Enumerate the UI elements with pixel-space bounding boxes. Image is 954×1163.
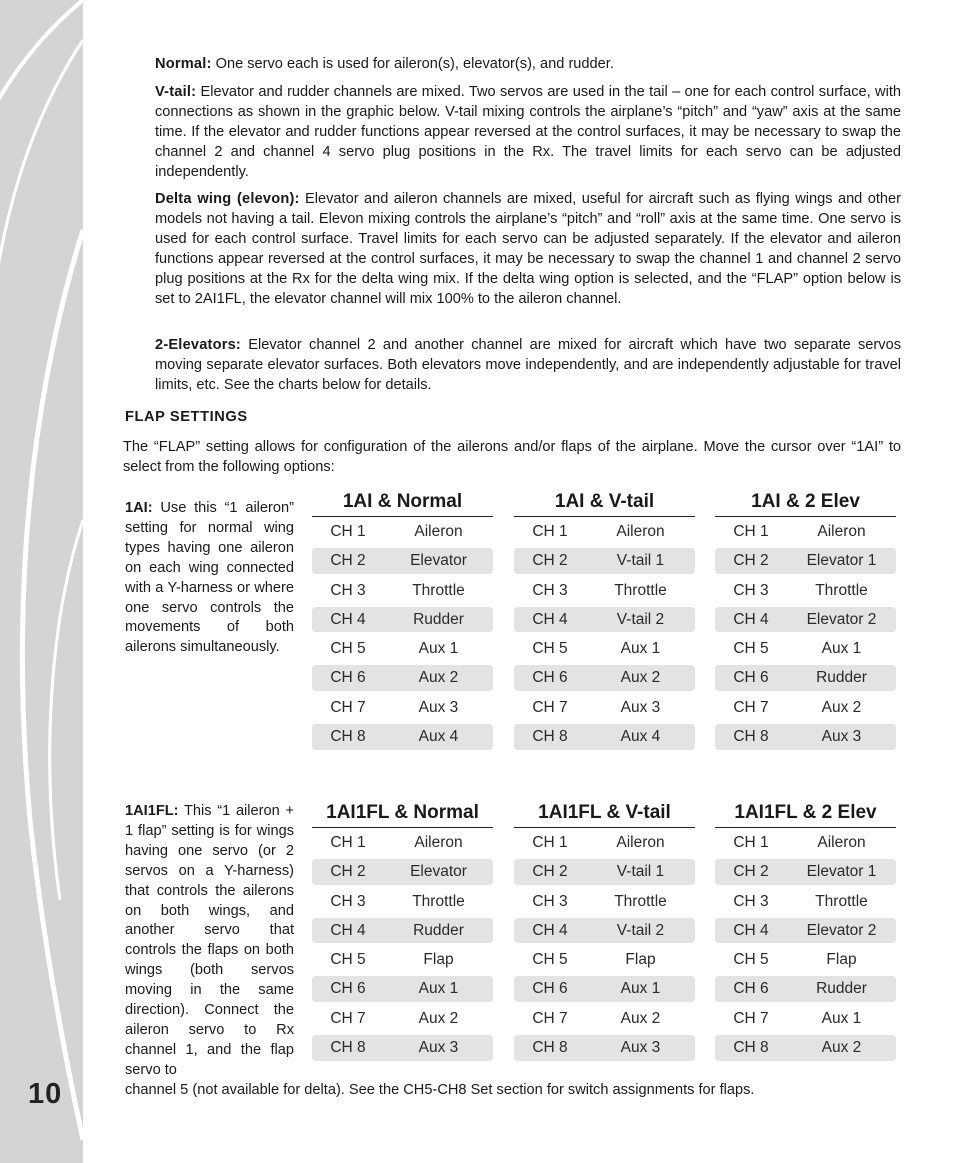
channel-table-1ai1fl-normal	[312, 800, 493, 1061]
table-row	[312, 830, 493, 856]
function-label: Throttle	[614, 581, 667, 599]
table-row	[312, 578, 493, 604]
channel-label: CH 4	[733, 921, 769, 939]
channel-label: CH 7	[330, 1009, 366, 1027]
channel-label: CH 5	[330, 640, 366, 658]
function-label: Aux 3	[418, 698, 459, 716]
function-label: Aux 1	[418, 640, 459, 658]
table-row	[715, 695, 896, 721]
function-label: Rudder	[413, 610, 464, 628]
function-label: Throttle	[412, 892, 465, 910]
channel-label: CH 7	[733, 1009, 769, 1027]
decorative-arcs	[0, 0, 83, 1163]
channel-label: CH 2	[532, 863, 568, 881]
function-label: Elevator 2	[806, 610, 877, 628]
channel-label: CH 8	[532, 728, 568, 746]
table-row	[514, 695, 695, 721]
channel-label: CH 7	[330, 698, 366, 716]
function-label: Aux 1	[821, 640, 862, 658]
function-label: Aux 4	[620, 728, 661, 746]
function-label: Elevator 1	[806, 863, 877, 881]
flap-settings-heading: FLAP SETTINGS	[125, 409, 248, 425]
channel-table-1ai1fl-vtail	[514, 800, 695, 1061]
channel-label: CH 5	[532, 951, 568, 969]
table-row	[715, 889, 896, 915]
table-row	[312, 607, 493, 633]
table-row	[715, 830, 896, 856]
paragraph-text: Elevator channel 2 and another channel are mixed for aircraft which have two separate servos moving separate elevator surfaces. Both elevators move independently, and are independently adjustable for travel limits, etc. See the charts below for details.	[155, 337, 901, 393]
channel-label: CH 8	[733, 1039, 769, 1057]
channel-label: CH 4	[330, 610, 366, 628]
channel-label: CH 2	[733, 863, 769, 881]
term-label: 1AI:	[125, 500, 153, 516]
channel-label: CH 4	[330, 921, 366, 939]
paragraph-text: Elevator and rudder channels are mixed. Two servos are used in the tail – one for each control surface, with connections as shown in the graphic below. V-tail mixing controls the airplane’s “pitch” and “yaw” axis at the same time. If the elevator and rudder functions appear reversed at the control surfaces, it may be necessary to swap the channel 2 and channel 4 servo plug positions in the Rx. The travel limits for each servo can be adjusted independently.	[155, 84, 901, 180]
table-row	[715, 578, 896, 604]
paragraph-normal	[155, 54, 901, 74]
channel-label: CH 3	[532, 581, 568, 599]
function-label: Throttle	[815, 892, 868, 910]
table-title: 1AI1FL & Normal	[312, 800, 493, 828]
channel-label: CH 7	[532, 698, 568, 716]
channel-label: CH 8	[532, 1039, 568, 1057]
table-row	[312, 889, 493, 915]
channel-label: CH 6	[532, 669, 568, 687]
table-title: 1AI1FL & V-tail	[514, 800, 695, 828]
function-label: Aileron	[616, 834, 665, 851]
table-title: 1AI & V-tail	[514, 489, 695, 517]
table-row	[514, 1006, 695, 1032]
table-row	[715, 548, 896, 574]
channel-label: CH 2	[733, 552, 769, 570]
function-label: Elevator	[410, 552, 467, 570]
table-row	[715, 976, 896, 1002]
table-row	[715, 519, 896, 545]
table-row	[312, 724, 493, 750]
function-label: Rudder	[413, 921, 464, 939]
paragraph-2-elevators	[155, 335, 901, 395]
function-label: Flap	[423, 951, 454, 969]
table-row	[514, 607, 695, 633]
channel-label: CH 1	[330, 523, 366, 540]
channel-label: CH 5	[733, 951, 769, 969]
channel-table-1ai-normal	[312, 489, 493, 750]
table-row	[312, 976, 493, 1002]
term-label: Delta wing (elevon):	[155, 191, 300, 207]
option-1ai1fl-description	[125, 802, 294, 1081]
channel-label: CH 8	[330, 728, 366, 746]
table-row	[312, 519, 493, 545]
function-label: Flap	[826, 951, 857, 969]
table-row	[514, 1035, 695, 1061]
channel-label: CH 2	[330, 552, 366, 570]
paragraph-delta-wing	[155, 189, 901, 309]
function-label: Flap	[625, 951, 656, 969]
function-label: Aux 1	[620, 980, 661, 998]
table-row	[312, 548, 493, 574]
channel-label: CH 1	[330, 834, 366, 851]
table-row	[514, 830, 695, 856]
function-label: Aux 3	[418, 1039, 459, 1057]
function-label: Rudder	[816, 980, 867, 998]
function-label: Aux 3	[821, 728, 862, 746]
table-row	[514, 947, 695, 973]
table-row	[514, 636, 695, 662]
function-label: Aileron	[817, 523, 866, 540]
table-row	[312, 859, 493, 885]
paragraph-vtail	[155, 82, 901, 182]
table-row	[715, 947, 896, 973]
option-text: Use this “1 aileron” setting for normal wing types having one aileron on each wing connected with a Y-harness or where one servo controls the movements of both ailerons simultaneously.	[125, 500, 294, 656]
function-label: Aux 3	[620, 1039, 661, 1057]
function-label: Aileron	[414, 834, 463, 851]
channel-label: CH 5	[330, 951, 366, 969]
table-row	[514, 918, 695, 944]
channel-table-1ai-2elev	[715, 489, 896, 750]
table-row	[312, 695, 493, 721]
table-row	[514, 519, 695, 545]
option-1ai-description	[125, 499, 294, 658]
channel-label: CH 1	[532, 834, 568, 851]
function-label: Rudder	[816, 669, 867, 687]
table-title: 1AI & Normal	[312, 489, 493, 517]
table-row	[715, 724, 896, 750]
table-row	[514, 578, 695, 604]
function-label: Aux 2	[620, 1009, 661, 1027]
table-row	[514, 724, 695, 750]
function-label: Throttle	[815, 581, 868, 599]
page-number: 10	[28, 1078, 63, 1110]
function-label: Aux 2	[418, 669, 459, 687]
table-row	[715, 859, 896, 885]
channel-label: CH 4	[733, 610, 769, 628]
table-row	[715, 636, 896, 662]
function-label: Elevator 2	[806, 921, 877, 939]
flap-intro: The “FLAP” setting allows for configuration of the ailerons and/or flaps of the airplane. Move the cursor over “1AI” to select from the following options:	[123, 439, 901, 475]
function-label: Aux 4	[418, 728, 459, 746]
channel-label: CH 8	[733, 728, 769, 746]
function-label: V-tail 2	[616, 921, 665, 939]
channel-label: CH 6	[532, 980, 568, 998]
table-row	[312, 947, 493, 973]
function-label: Throttle	[412, 581, 465, 599]
function-label: V-tail 1	[616, 863, 665, 881]
channel-label: CH 6	[733, 980, 769, 998]
channel-label: CH 6	[733, 669, 769, 687]
function-label: V-tail 1	[616, 552, 665, 570]
channel-label: CH 1	[733, 834, 769, 851]
table-row	[715, 918, 896, 944]
channel-label: CH 3	[733, 892, 769, 910]
channel-label: CH 3	[330, 581, 366, 599]
table-row	[715, 1006, 896, 1032]
channel-label: CH 5	[733, 640, 769, 658]
function-label: Aileron	[616, 523, 665, 540]
channel-label: CH 4	[532, 921, 568, 939]
table-row	[312, 918, 493, 944]
term-label: 1AI1FL:	[125, 803, 179, 819]
channel-table-1ai1fl-2elev	[715, 800, 896, 1061]
term-label: Normal:	[155, 56, 212, 72]
function-label: Aileron	[817, 834, 866, 851]
function-label: Elevator 1	[806, 552, 877, 570]
page-margin-decoration	[0, 0, 83, 1163]
channel-label: CH 5	[532, 640, 568, 658]
table-row	[514, 548, 695, 574]
function-label: Aux 2	[821, 698, 862, 716]
channel-label: CH 8	[330, 1039, 366, 1057]
channel-label: CH 2	[330, 863, 366, 881]
table-row	[715, 665, 896, 691]
table-row	[514, 889, 695, 915]
table-row	[312, 1006, 493, 1032]
table-row	[312, 665, 493, 691]
function-label: Aux 1	[620, 640, 661, 658]
channel-label: CH 1	[733, 523, 769, 540]
channel-label: CH 1	[532, 523, 568, 540]
channel-table-1ai-vtail	[514, 489, 695, 750]
channel-label: CH 4	[532, 610, 568, 628]
function-label: Aux 2	[418, 1009, 459, 1027]
function-label: Throttle	[614, 892, 667, 910]
paragraph-text: One servo each is used for aileron(s), elevator(s), and rudder.	[211, 56, 614, 72]
table-row	[514, 976, 695, 1002]
term-label: V-tail:	[155, 84, 197, 100]
channel-label: CH 6	[330, 669, 366, 687]
table-row	[715, 1035, 896, 1061]
term-label: 2-Elevators:	[155, 337, 241, 353]
channel-label: CH 6	[330, 980, 366, 998]
table-row	[715, 607, 896, 633]
channel-label: CH 7	[532, 1009, 568, 1027]
channel-label: CH 3	[532, 892, 568, 910]
paragraph-text: Elevator and aileron channels are mixed, useful for aircraft such as flying wings and other models not having a tail. Elevon mixing controls the airplane’s “pitch” and “roll” axis at the same time. One servo is used for each control surface. Travel limits for each servo can be adjusted separately. If the elevator and aileron functions appear reversed at the control surfaces, it may be necessary to swap the channel 1 and channel 2 servo plug positions at the Rx for the delta wing mix. If the delta wing option is selected, and the “FLAP” option below is set to 2AI1FL, the elevator channel will mix 100% to the aileron channel.	[155, 191, 901, 307]
channel-label: CH 7	[733, 698, 769, 716]
function-label: Elevator	[410, 863, 467, 881]
function-label: Aux 2	[821, 1039, 862, 1057]
table-row	[312, 636, 493, 662]
function-label: Aileron	[414, 523, 463, 540]
table-row	[514, 859, 695, 885]
table-title: 1AI1FL & 2 Elev	[715, 800, 896, 828]
function-label: Aux 2	[620, 669, 661, 687]
function-label: Aux 1	[821, 1009, 862, 1027]
table-row	[514, 665, 695, 691]
channel-label: CH 3	[733, 581, 769, 599]
channel-label: CH 2	[532, 552, 568, 570]
flap-footer-text: channel 5 (not available for delta). See the CH5-CH8 Set section for switch assignments for flaps.	[125, 1082, 755, 1098]
function-label: Aux 1	[418, 980, 459, 998]
table-title: 1AI & 2 Elev	[715, 489, 896, 517]
channel-label: CH 3	[330, 892, 366, 910]
function-label: V-tail 2	[616, 610, 665, 628]
table-row	[312, 1035, 493, 1061]
option-text: This “1 aileron + 1 flap” setting is for wings having one servo (or 2 servos on a Y-harness) that controls the ailerons on both wings, and another servo that controls the flaps on both wings (both servos moving in the same direction). Connect the aileron servo to Rx channel 1, and the flap servo to	[125, 803, 294, 1078]
function-label: Aux 3	[620, 698, 661, 716]
